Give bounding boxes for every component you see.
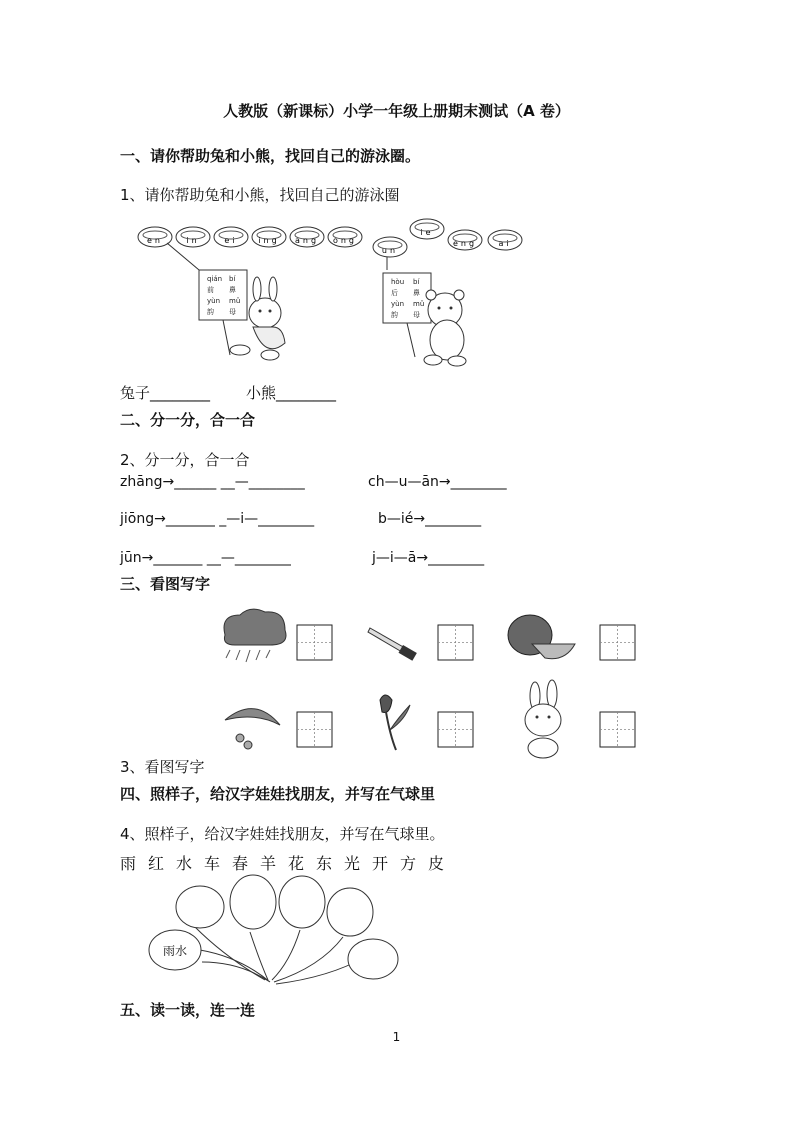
swim-ring-label: ie	[420, 228, 434, 237]
swim-ring-label: ang	[294, 236, 320, 245]
char-item: 方	[400, 854, 417, 873]
rabbit-icon	[525, 680, 561, 758]
char-item: 车	[204, 854, 221, 873]
split-row-2a: jiōng→_______ _—i—________	[120, 511, 315, 527]
swim-ring-label: ei	[224, 236, 238, 245]
answer-bear: 小熊________	[246, 384, 337, 402]
section-5-heading: 五、读一读，连一连	[120, 1001, 256, 1019]
split-row-3a: jūn→_______ __—________	[120, 550, 291, 566]
sign-text: 母	[229, 308, 236, 316]
sign-text: 前	[207, 286, 214, 294]
sign-text: bí	[229, 275, 236, 283]
question-4: 4、照样子，给汉字娃娃找朋友，并写在气球里。	[120, 825, 445, 843]
char-item: 皮	[428, 854, 445, 873]
swim-ring-label: en	[147, 236, 163, 245]
sign-text: 鼻	[229, 286, 236, 294]
sign-text: mǔ	[413, 300, 425, 308]
sign-text: 韵	[207, 308, 214, 316]
char-item: 春	[232, 854, 249, 873]
char-item: 光	[344, 854, 361, 873]
balloon[interactable]	[230, 875, 276, 929]
question-2: 2、分一分，合一合	[120, 451, 250, 469]
page-title: 人教版（新课标）小学一年级上册期末测试（A 卷）	[223, 102, 570, 120]
swim-ring-illustration	[125, 215, 535, 375]
picture-grid	[210, 600, 650, 765]
split-row-1b: ch—u—ān→________	[368, 474, 507, 490]
page-number: 1	[392, 1030, 401, 1044]
split-row-3b: j—i—ā→________	[372, 550, 485, 566]
char-item: 东	[316, 854, 333, 873]
question-1: 1、请你帮助兔和小熊，找回自己的游泳圈	[120, 186, 400, 204]
char-item: 水	[176, 854, 193, 873]
balloon[interactable]	[176, 886, 224, 928]
char-item: 开	[372, 854, 389, 873]
sign-text: 韵	[391, 311, 398, 319]
sign-text: mǔ	[229, 297, 241, 305]
sign-text: yùn	[391, 300, 405, 308]
sign-text: qián	[207, 275, 223, 283]
pea-pod-icon	[225, 709, 280, 749]
flower-bud-icon	[380, 695, 410, 750]
sign-text: 后	[391, 289, 398, 297]
knife-icon	[368, 628, 417, 661]
character-list	[120, 851, 456, 874]
balloon-diagram	[140, 872, 410, 997]
split-row-1a: zhāng→______ __—________	[120, 474, 305, 490]
watermelon-icon	[508, 615, 575, 659]
section-1-heading: 一、请你帮助兔和小熊，找回自己的游泳圈。	[120, 147, 421, 165]
char-item: 雨	[120, 854, 137, 873]
sign-text: hòu	[391, 278, 405, 286]
sign-text: bí	[413, 278, 420, 286]
swim-ring-label: eng	[452, 239, 478, 248]
bear-icon	[424, 290, 466, 366]
cloud-rain-icon	[224, 609, 286, 662]
balloon[interactable]	[327, 888, 373, 936]
char-item: 羊	[260, 854, 277, 873]
sign-text: 鼻	[413, 289, 420, 297]
balloon[interactable]	[279, 876, 325, 928]
char-item: 花	[288, 854, 305, 873]
section-2-heading: 二、分一分，合一合	[120, 411, 256, 429]
swim-ring-label: ing	[258, 236, 280, 245]
swim-ring-label: ai	[498, 239, 512, 248]
answer-rabbit: 兔子________	[120, 384, 211, 402]
sign-text: yùn	[207, 297, 221, 305]
char-item: 红	[148, 854, 165, 873]
question-3: 3、看图写字	[120, 758, 205, 776]
swim-ring-label: un	[381, 246, 399, 255]
example-word: 雨水	[162, 944, 188, 958]
balloon[interactable]	[348, 939, 398, 979]
section-4-heading: 四、照样子，给汉字娃娃找朋友，并写在气球里	[120, 785, 436, 803]
section-3-heading: 三、看图写字	[120, 575, 211, 593]
split-row-2b: b—ié→________	[378, 511, 482, 527]
swim-ring-label: in	[186, 236, 200, 245]
swim-ring-label: ong	[332, 236, 358, 245]
sign-text: 母	[413, 311, 420, 319]
